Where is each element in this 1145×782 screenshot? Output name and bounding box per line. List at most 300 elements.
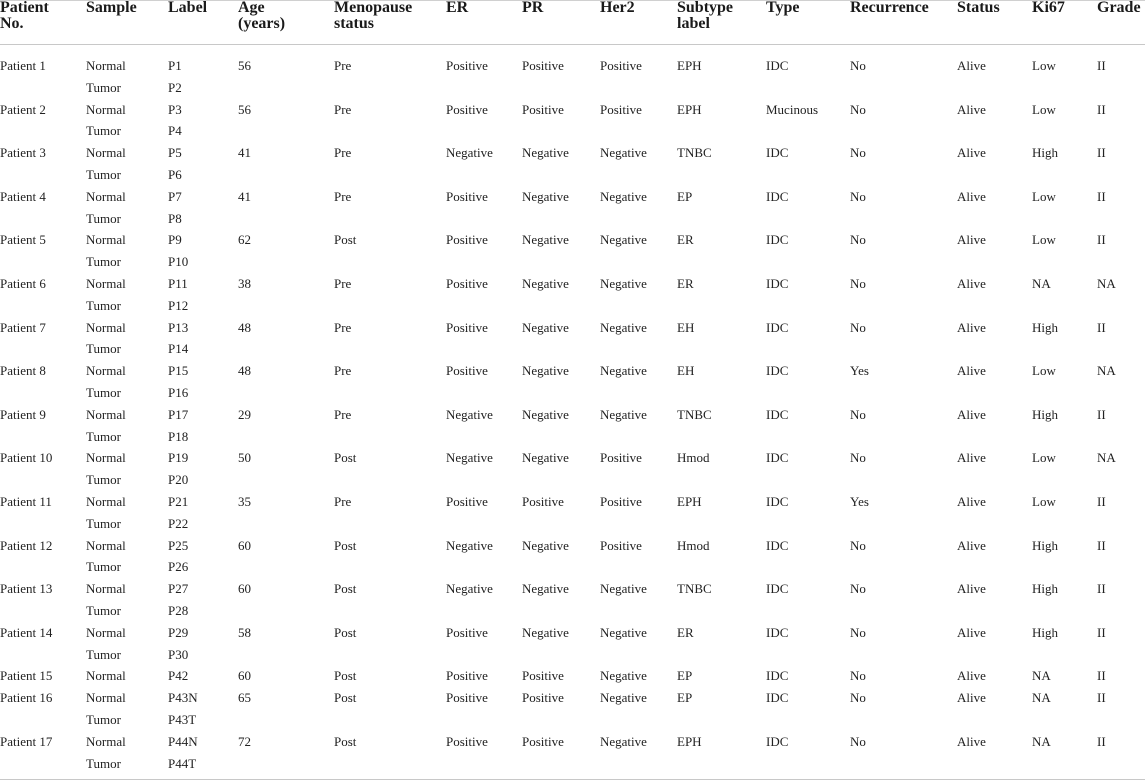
cell-type: IDC xyxy=(766,406,789,422)
cell-label: P26 xyxy=(168,559,189,575)
cell-pr: Negative xyxy=(522,188,569,204)
cell-sample: Normal xyxy=(86,668,126,684)
cell-er: Positive xyxy=(446,276,488,291)
cell-subtype-label: ER xyxy=(677,624,694,640)
cell-sample: Normal xyxy=(86,690,126,706)
cell-pr: Negative xyxy=(522,406,569,422)
cell-sample: Tumor xyxy=(86,603,121,618)
table-row xyxy=(0,298,1145,320)
cell-label: P27 xyxy=(168,581,189,597)
header-pr xyxy=(522,0,543,16)
cell-her2: Negative xyxy=(600,232,647,248)
cell-status: Alive xyxy=(957,58,986,73)
cell-menopause-status: Pre xyxy=(334,58,352,73)
header-line: Sample xyxy=(86,0,137,16)
cell-er: Positive xyxy=(446,494,488,509)
cell-ki67: Low xyxy=(1032,363,1056,379)
cell-sample: Tumor xyxy=(86,167,121,182)
header-line: Status xyxy=(957,0,1000,16)
cell-type: IDC xyxy=(766,690,789,706)
cell-ki67: Low xyxy=(1032,58,1056,73)
cell-type: IDC xyxy=(766,450,789,466)
cell-age: 41 xyxy=(238,145,251,161)
cell-sample: Tumor xyxy=(86,428,121,444)
table-row xyxy=(0,450,1145,472)
header-line: Grade xyxy=(1097,0,1141,16)
cell-label: P18 xyxy=(168,428,189,444)
cell-er: Positive xyxy=(446,624,488,640)
cell-subtype-label: EP xyxy=(677,690,693,706)
cell-menopause-status: Post xyxy=(334,624,357,640)
table-row xyxy=(0,363,1145,385)
cell-label: P15 xyxy=(168,363,189,379)
cell-patient-no: Patient 4 xyxy=(0,188,46,204)
cell-label: P20 xyxy=(168,472,189,488)
cell-age: 48 xyxy=(238,363,251,379)
cell-status: Alive xyxy=(957,276,986,291)
table-row xyxy=(0,494,1145,516)
header-line: Recurrence xyxy=(850,0,929,16)
table-row xyxy=(0,232,1145,254)
cell-patient-no: Patient 17 xyxy=(0,733,53,749)
cell-grade: II xyxy=(1097,406,1106,422)
cell-her2: Negative xyxy=(600,276,647,291)
header-line: Age xyxy=(238,0,265,16)
cell-er: Positive xyxy=(446,232,488,248)
cell-her2: Negative xyxy=(600,363,647,379)
header-recurrence xyxy=(850,0,929,16)
cell-subtype-label: EPH xyxy=(677,58,702,73)
header-line: Menopause xyxy=(334,0,413,16)
cell-status: Alive xyxy=(957,450,986,466)
cell-label: P1 xyxy=(168,58,182,73)
cell-label: P22 xyxy=(168,515,189,531)
cell-pr: Negative xyxy=(522,581,569,597)
cell-her2: Negative xyxy=(600,733,647,749)
cell-status: Alive xyxy=(957,581,986,597)
header-label xyxy=(168,0,207,16)
cell-pr: Positive xyxy=(522,58,564,73)
cell-sample: Tumor xyxy=(86,559,121,575)
cell-her2: Positive xyxy=(600,494,642,509)
cell-her2: Negative xyxy=(600,319,647,335)
header-age xyxy=(238,0,285,32)
cell-label: P17 xyxy=(168,406,189,422)
cell-age: 56 xyxy=(238,101,251,117)
table-header xyxy=(0,0,1145,44)
cell-pr: Positive xyxy=(522,494,564,509)
cell-age: 56 xyxy=(238,58,251,73)
cell-er: Negative xyxy=(446,450,493,466)
cell-her2: Negative xyxy=(600,690,647,706)
cell-recurrence: No xyxy=(850,145,866,161)
table-row xyxy=(0,603,1145,625)
cell-recurrence: No xyxy=(850,668,866,684)
cell-menopause-status: Pre xyxy=(334,406,352,422)
cell-label: P13 xyxy=(168,319,189,335)
table-row xyxy=(0,189,1145,211)
cell-her2: Positive xyxy=(600,58,642,73)
cell-recurrence: No xyxy=(850,58,866,73)
cell-er: Positive xyxy=(446,101,488,117)
cell-patient-no: Patient 1 xyxy=(0,58,46,73)
table-row xyxy=(0,647,1145,669)
cell-grade: II xyxy=(1097,188,1106,204)
cell-ki67: High xyxy=(1032,145,1058,161)
cell-age: 50 xyxy=(238,450,251,466)
cell-grade: II xyxy=(1097,319,1106,335)
cell-status: Alive xyxy=(957,537,986,553)
cell-menopause-status: Post xyxy=(334,668,357,684)
cell-pr: Negative xyxy=(522,232,569,248)
cell-sample: Tumor xyxy=(86,755,121,771)
cell-age: 58 xyxy=(238,624,251,640)
cell-patient-no: Patient 15 xyxy=(0,668,53,684)
cell-patient-no: Patient 5 xyxy=(0,232,46,248)
cell-label: P11 xyxy=(168,276,188,291)
cell-age: 60 xyxy=(238,537,251,553)
header-status xyxy=(957,0,1000,16)
cell-grade: II xyxy=(1097,101,1106,117)
cell-status: Alive xyxy=(957,690,986,706)
cell-age: 62 xyxy=(238,232,251,248)
cell-sample: Tumor xyxy=(86,712,121,727)
cell-menopause-status: Pre xyxy=(334,276,352,291)
cell-grade: II xyxy=(1097,494,1106,509)
cell-subtype-label: ER xyxy=(677,276,694,291)
cell-sample: Normal xyxy=(86,319,126,335)
cell-pr: Negative xyxy=(522,624,569,640)
cell-sample: Tumor xyxy=(86,341,121,357)
table-row xyxy=(0,80,1145,102)
cell-her2: Positive xyxy=(600,537,642,553)
cell-ki67: High xyxy=(1032,319,1058,335)
cell-pr: Positive xyxy=(522,668,564,684)
header-line: Her2 xyxy=(600,0,635,16)
cell-er: Negative xyxy=(446,581,493,597)
cell-type: IDC xyxy=(766,581,789,597)
table-row xyxy=(0,276,1145,298)
cell-patient-no: Patient 16 xyxy=(0,690,53,706)
table-row xyxy=(0,429,1145,451)
cell-label: P30 xyxy=(168,646,189,662)
cell-type: IDC xyxy=(766,188,789,204)
cell-subtype-label: TNBC xyxy=(677,406,712,422)
cell-ki67: Low xyxy=(1032,232,1056,248)
table-row xyxy=(0,407,1145,429)
table-row xyxy=(0,58,1145,80)
cell-label: P4 xyxy=(168,123,182,139)
cell-recurrence: Yes xyxy=(850,494,869,509)
cell-label: P8 xyxy=(168,210,182,226)
header-line: PR xyxy=(522,0,544,16)
cell-label: P42 xyxy=(168,668,189,684)
cell-sample: Normal xyxy=(86,450,126,466)
cell-ki67: NA xyxy=(1032,690,1051,706)
cell-status: Alive xyxy=(957,363,986,379)
cell-label: P44N xyxy=(168,733,198,749)
cell-sample: Tumor xyxy=(86,515,121,531)
cell-status: Alive xyxy=(957,232,986,248)
cell-sample: Normal xyxy=(86,58,126,73)
cell-patient-no: Patient 8 xyxy=(0,363,46,379)
cell-menopause-status: Pre xyxy=(334,494,352,509)
header-line: label xyxy=(677,15,710,32)
cell-er: Positive xyxy=(446,319,488,335)
table-row xyxy=(0,559,1145,581)
cell-er: Positive xyxy=(446,188,488,204)
cell-er: Positive xyxy=(446,668,488,684)
cell-label: P2 xyxy=(168,79,182,95)
cell-subtype-label: EP xyxy=(677,188,693,204)
table-row xyxy=(0,254,1145,276)
cell-subtype-label: TNBC xyxy=(677,145,712,161)
table-row xyxy=(0,756,1145,778)
cell-sample: Tumor xyxy=(86,385,121,400)
cell-sample: Normal xyxy=(86,406,126,422)
table-row xyxy=(0,625,1145,647)
cell-sample: Tumor xyxy=(86,297,121,313)
cell-sample: Tumor xyxy=(86,646,121,662)
cell-age: 48 xyxy=(238,319,251,335)
cell-recurrence: No xyxy=(850,319,866,335)
cell-status: Alive xyxy=(957,101,986,117)
cell-ki67: High xyxy=(1032,406,1058,422)
cell-patient-no: Patient 2 xyxy=(0,101,46,117)
cell-sample: Normal xyxy=(86,581,126,597)
cell-age: 38 xyxy=(238,276,251,291)
cell-her2: Negative xyxy=(600,624,647,640)
cell-age: 35 xyxy=(238,494,251,509)
header-line: Ki67 xyxy=(1032,0,1065,16)
cell-recurrence: No xyxy=(850,188,866,204)
table-row xyxy=(0,472,1145,494)
cell-pr: Negative xyxy=(522,537,569,553)
cell-type: IDC xyxy=(766,668,789,684)
cell-status: Alive xyxy=(957,494,986,509)
header-line: Label xyxy=(168,0,208,16)
cell-label: P25 xyxy=(168,537,189,553)
cell-status: Alive xyxy=(957,319,986,335)
table-row xyxy=(0,167,1145,189)
cell-label: P6 xyxy=(168,167,182,182)
cell-menopause-status: Post xyxy=(334,450,357,466)
cell-patient-no: Patient 11 xyxy=(0,494,52,509)
cell-subtype-label: EH xyxy=(677,363,695,379)
header-sample xyxy=(86,0,137,16)
cell-er: Negative xyxy=(446,406,493,422)
cell-er: Positive xyxy=(446,690,488,706)
cell-sample: Normal xyxy=(86,101,126,117)
cell-label: P10 xyxy=(168,254,189,270)
cell-her2: Negative xyxy=(600,145,647,161)
cell-label: P28 xyxy=(168,603,189,618)
header-line: ER xyxy=(446,0,469,16)
cell-label: P21 xyxy=(168,494,189,509)
cell-sample: Normal xyxy=(86,537,126,553)
cell-type: IDC xyxy=(766,319,789,335)
cell-ki67: High xyxy=(1032,624,1058,640)
cell-er: Positive xyxy=(446,733,488,749)
cell-ki67: NA xyxy=(1032,668,1051,684)
cell-recurrence: No xyxy=(850,733,866,749)
cell-patient-no: Patient 14 xyxy=(0,624,53,640)
cell-subtype-label: EPH xyxy=(677,101,702,117)
cell-grade: II xyxy=(1097,537,1106,553)
cell-recurrence: No xyxy=(850,232,866,248)
table-row xyxy=(0,123,1145,145)
cell-menopause-status: Pre xyxy=(334,319,352,335)
cell-status: Alive xyxy=(957,668,986,684)
cell-grade: II xyxy=(1097,58,1106,73)
cell-age: 41 xyxy=(238,188,251,204)
cell-type: IDC xyxy=(766,494,789,509)
cell-ki67: Low xyxy=(1032,450,1056,466)
cell-label: P44T xyxy=(168,755,197,771)
cell-recurrence: No xyxy=(850,406,866,422)
header-er xyxy=(446,0,468,16)
table-header-rule xyxy=(0,44,1145,45)
cell-grade: NA xyxy=(1097,363,1116,379)
cell-menopause-status: Pre xyxy=(334,101,352,117)
cell-menopause-status: Pre xyxy=(334,363,352,379)
cell-patient-no: Patient 12 xyxy=(0,537,53,553)
cell-her2: Negative xyxy=(600,406,647,422)
cell-grade: II xyxy=(1097,145,1106,161)
header-line: status xyxy=(334,15,375,32)
cell-sample: Tumor xyxy=(86,79,121,95)
cell-menopause-status: Post xyxy=(334,690,357,706)
cell-subtype-label: ER xyxy=(677,232,694,248)
cell-label: P12 xyxy=(168,297,189,313)
cell-type: IDC xyxy=(766,232,789,248)
cell-sample: Normal xyxy=(86,363,126,379)
cell-pr: Negative xyxy=(522,363,569,379)
header-her2 xyxy=(600,0,635,16)
cell-grade: II xyxy=(1097,581,1106,597)
cell-patient-no: Patient 9 xyxy=(0,406,46,422)
table-row xyxy=(0,385,1145,407)
cell-patient-no: Patient 13 xyxy=(0,581,53,597)
cell-sample: Tumor xyxy=(86,210,121,226)
cell-age: 60 xyxy=(238,668,251,684)
cell-type: IDC xyxy=(766,363,789,379)
cell-sample: Normal xyxy=(86,624,126,640)
cell-ki67: Low xyxy=(1032,494,1056,509)
cell-type: IDC xyxy=(766,276,789,291)
cell-sample: Tumor xyxy=(86,123,121,139)
cell-recurrence: Yes xyxy=(850,363,869,379)
cell-recurrence: No xyxy=(850,101,866,117)
cell-sample: Normal xyxy=(86,232,126,248)
cell-recurrence: No xyxy=(850,690,866,706)
table-row xyxy=(0,668,1145,690)
cell-subtype-label: EPH xyxy=(677,494,702,509)
cell-type: IDC xyxy=(766,537,789,553)
cell-menopause-status: Pre xyxy=(334,188,352,204)
cell-pr: Negative xyxy=(522,319,569,335)
cell-label: P9 xyxy=(168,232,182,248)
cell-grade: NA xyxy=(1097,450,1116,466)
cell-ki67: NA xyxy=(1032,733,1051,749)
cell-label: P43N xyxy=(168,690,198,706)
cell-subtype-label: EP xyxy=(677,668,693,684)
cell-type: IDC xyxy=(766,58,789,73)
cell-age: 72 xyxy=(238,733,251,749)
cell-age: 29 xyxy=(238,406,251,422)
table-row xyxy=(0,516,1145,538)
header-line: Type xyxy=(766,0,800,16)
header-line: No. xyxy=(0,15,24,32)
cell-label: P29 xyxy=(168,624,189,640)
cell-menopause-status: Pre xyxy=(334,145,352,161)
header-subtype-label xyxy=(677,0,733,32)
cell-subtype-label: TNBC xyxy=(677,581,712,597)
header-ki67 xyxy=(1032,0,1065,16)
cell-sample: Normal xyxy=(86,188,126,204)
table-row xyxy=(0,320,1145,342)
cell-her2: Negative xyxy=(600,188,647,204)
table-row xyxy=(0,712,1145,734)
cell-type: IDC xyxy=(766,624,789,640)
cell-grade: NA xyxy=(1097,276,1116,291)
cell-label: P3 xyxy=(168,101,182,117)
table-row xyxy=(0,211,1145,233)
cell-ki67: High xyxy=(1032,581,1058,597)
cell-patient-no: Patient 6 xyxy=(0,276,46,291)
cell-ki67: High xyxy=(1032,537,1058,553)
cell-menopause-status: Post xyxy=(334,232,357,248)
cell-label: P16 xyxy=(168,385,189,400)
header-line: Patient xyxy=(0,0,49,16)
cell-patient-no: Patient 7 xyxy=(0,319,46,335)
cell-sample: Normal xyxy=(86,494,126,509)
cell-pr: Negative xyxy=(522,276,569,291)
header-menopause-status xyxy=(334,0,412,32)
cell-type: Mucinous xyxy=(766,101,818,117)
cell-subtype-label: EPH xyxy=(677,733,702,749)
cell-status: Alive xyxy=(957,624,986,640)
table-row xyxy=(0,538,1145,560)
cell-ki67: NA xyxy=(1032,276,1051,291)
cell-recurrence: No xyxy=(850,450,866,466)
table-row xyxy=(0,145,1145,167)
cell-recurrence: No xyxy=(850,537,866,553)
cell-recurrence: No xyxy=(850,276,866,291)
cell-status: Alive xyxy=(957,145,986,161)
header-patient-no xyxy=(0,0,49,32)
cell-age: 60 xyxy=(238,581,251,597)
cell-sample: Normal xyxy=(86,733,126,749)
cell-er: Negative xyxy=(446,145,493,161)
cell-label: P43T xyxy=(168,712,197,727)
cell-label: P14 xyxy=(168,341,189,357)
cell-her2: Negative xyxy=(600,581,647,597)
cell-label: P5 xyxy=(168,145,182,161)
cell-pr: Negative xyxy=(522,145,569,161)
cell-pr: Positive xyxy=(522,690,564,706)
table-bottom-rule xyxy=(0,779,1145,780)
cell-age: 65 xyxy=(238,690,251,706)
cell-er: Negative xyxy=(446,537,493,553)
cell-grade: II xyxy=(1097,232,1106,248)
table-row xyxy=(0,102,1145,124)
cell-label: P7 xyxy=(168,188,182,204)
cell-her2: Positive xyxy=(600,101,642,117)
cell-recurrence: No xyxy=(850,624,866,640)
cell-type: IDC xyxy=(766,733,789,749)
cell-pr: Positive xyxy=(522,101,564,117)
